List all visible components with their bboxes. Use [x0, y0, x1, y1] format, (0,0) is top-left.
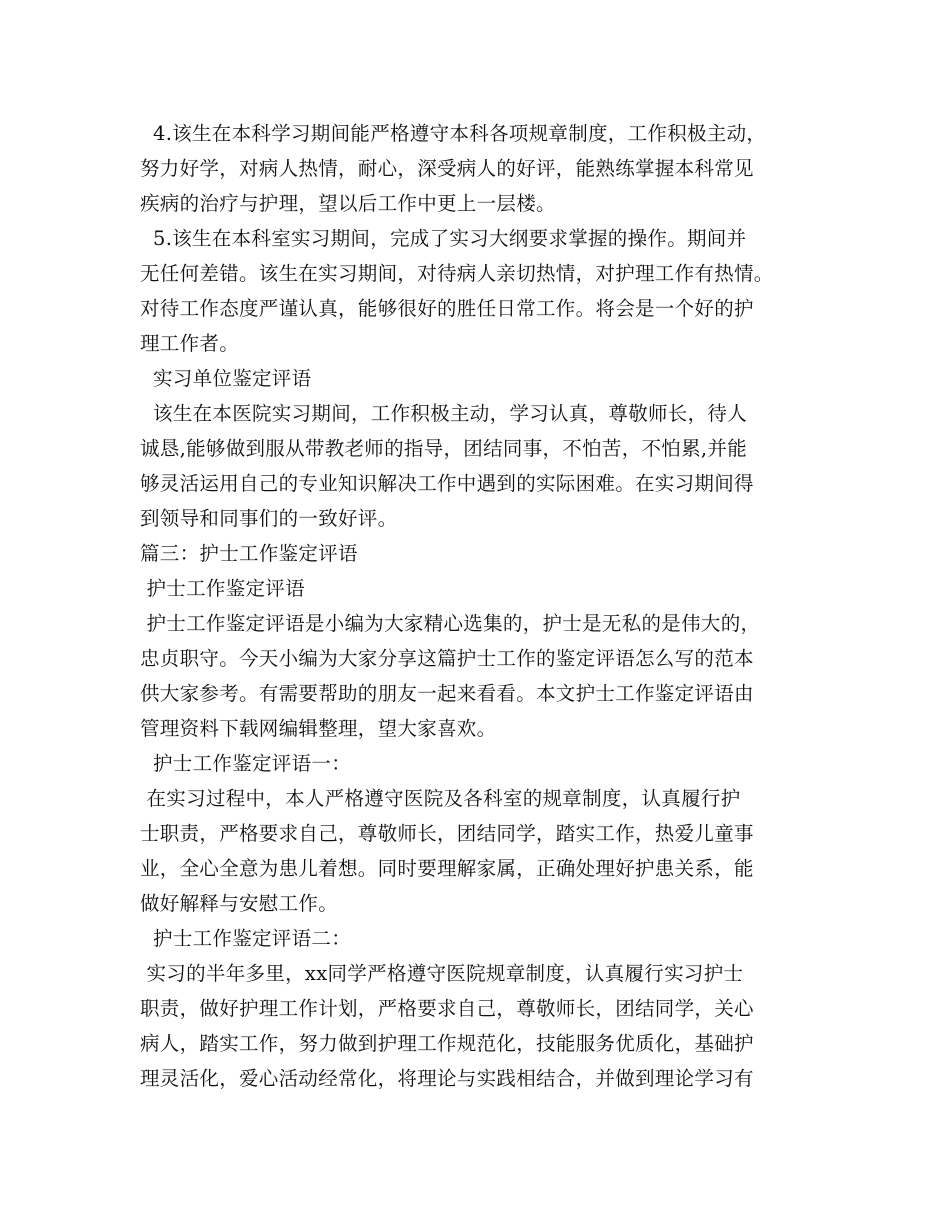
paragraph-line: 护士工作鉴定评语是小编为大家精心选集的，护士是无私的是伟大的，	[140, 612, 761, 635]
paragraph-line: 到领导和同事们的一致好评。	[140, 507, 398, 530]
document-page	[140, 116, 840, 1096]
section-heading: 实习单位鉴定评语	[140, 367, 312, 390]
paragraph-line: 够灵活运用自己的专业知识解决工作中遇到的实际困难。在实习期间得	[140, 472, 754, 495]
paragraph-line: 实习的半年多里，xx同学严格遵守医院规章制度，认真履行实习护士	[140, 962, 744, 985]
paragraph-line: 4.该生在本科学习期间能严格遵守本科各项规章制度，工作积极主动，	[140, 122, 767, 145]
paragraph-line: 努力好学，对病人热情，耐心，深受病人的好评，能熟练掌握本科常见	[140, 157, 754, 180]
paragraph-line: 对待工作态度严谨认真，能够很好的胜任日常工作。将会是一个好的护	[140, 297, 754, 320]
chapter-heading: 篇三：护士工作鉴定评语	[140, 542, 358, 565]
paragraph-line: 士职责，严格要求自己，尊敬师长，团结同学，踏实工作，热爱儿童事	[140, 822, 754, 845]
paragraph-line: 无任何差错。该生在实习期间，对待病人亲切热情，对护理工作有热情。	[140, 262, 774, 285]
section-heading: 护士工作鉴定评语一：	[140, 752, 351, 775]
paragraph-line: 该生在本医院实习期间，工作积极主动，学习认真，尊敬师长，待人	[140, 402, 747, 425]
section-heading: 护士工作鉴定评语二：	[140, 927, 351, 950]
paragraph-line: 5.该生在本科室实习期间，完成了实习大纲要求掌握的操作。期间并	[140, 227, 747, 250]
paragraph-line: 管理资料下载网编辑整理，望大家喜欢。	[140, 717, 497, 740]
paragraph-line: 在实习过程中，本人严格遵守医院及各科室的规章制度，认真履行护	[140, 787, 741, 810]
paragraph-line: 供大家参考。有需要帮助的朋友一起来看看。本文护士工作鉴定评语由	[140, 682, 754, 705]
paragraph-line: 业，全心全意为患儿着想。同时要理解家属，正确处理好护患关系，能	[140, 857, 754, 880]
paragraph-line: 职责，做好护理工作计划，严格要求自己，尊敬师长，团结同学，关心	[140, 997, 754, 1020]
paragraph-line: 疾病的治疗与护理，望以后工作中更上一层楼。	[140, 192, 556, 215]
paragraph-line: 理工作者。	[140, 332, 240, 355]
paragraph-line: 病人，踏实工作，努力做到护理工作规范化，技能服务优质化，基础护	[140, 1032, 754, 1055]
paragraph-line: 做好解释与安慰工作。	[140, 892, 339, 915]
paragraph-line: 忠贞职守。今天小编为大家分享这篇护士工作的鉴定评语怎么写的范本	[140, 647, 754, 670]
paragraph-line: 诚恳,能够做到服从带教老师的指导，团结同事，不怕苦，不怕累,并能	[140, 437, 747, 460]
article-title: 护士工作鉴定评语	[140, 577, 305, 600]
paragraph-line: 理灵活化，爱心活动经常化，将理论与实践相结合，并做到理论学习有	[140, 1067, 754, 1090]
